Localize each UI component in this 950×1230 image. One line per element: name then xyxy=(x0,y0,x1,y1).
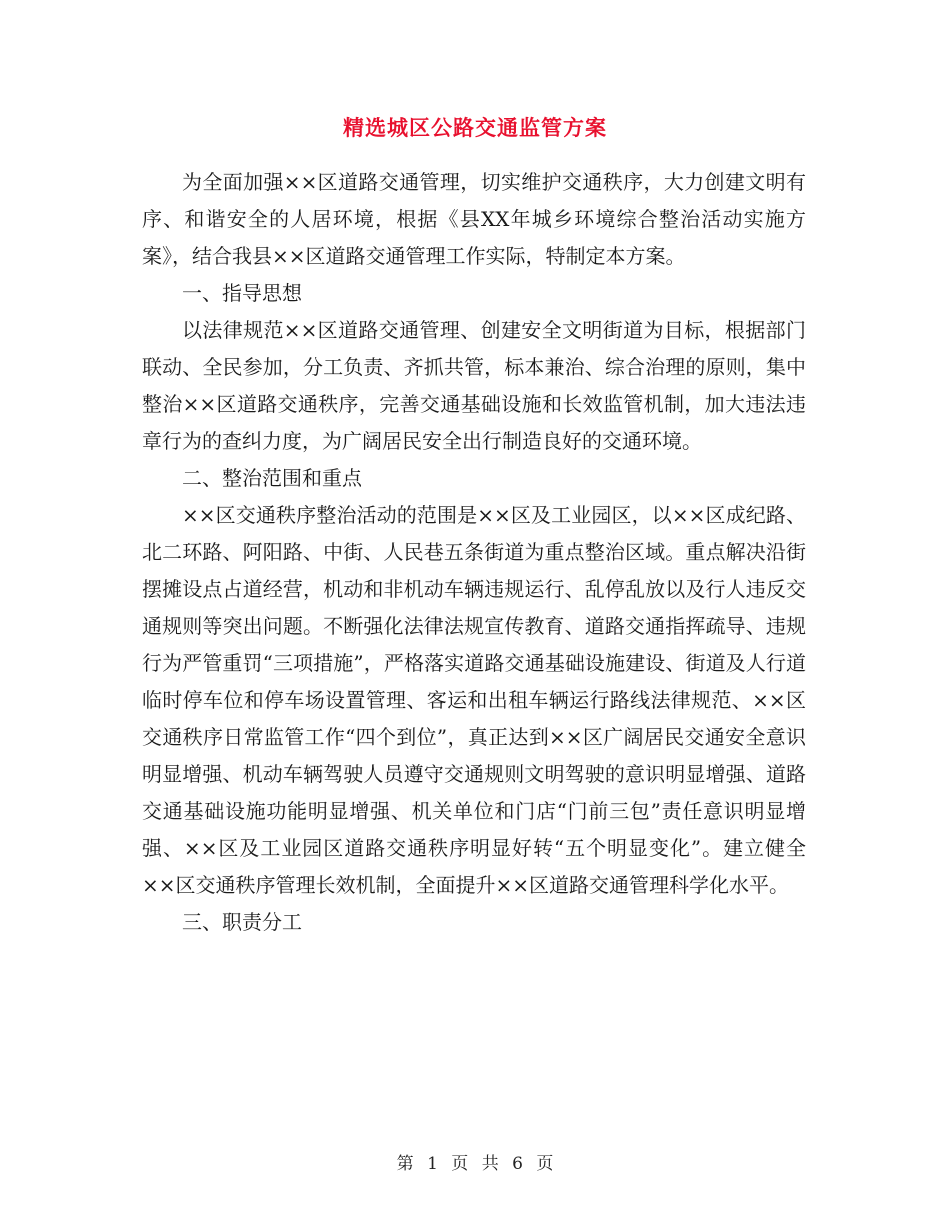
footer-label-unit: 页 xyxy=(451,1154,469,1174)
page-footer xyxy=(0,1152,950,1176)
footer-label-page: 第 xyxy=(396,1154,414,1174)
footer-current-page: 1 xyxy=(427,1154,438,1174)
paragraph-guiding-ideology: 以法律规范××区道路交通管理、创建安全文明街道为目标，根据部门联动、全民参加，分工负责、齐抓共管，标本兼治、综合治理的原则，集中整治××区道路交通秩序，完善交通基础设施和长效监管机制，加大违法违章行为的查纠力度，为广阔居民安全出行制造良好的交通环境。 xyxy=(142,318,806,453)
section-heading-responsibilities: 三、职责分工 xyxy=(182,910,302,934)
footer-label-total: 共 xyxy=(481,1154,499,1174)
paragraph-intro: 为全面加强××区道路交通管理，切实维护交通秩序，大力创建文明有序、和谐安全的人居环境，根据《县XX年城乡环境综合整治活动实施方案》，结合我县××区道路交通管理工作实际，特制定本方案。 xyxy=(142,170,806,268)
document-title: 精选城区公路交通监管方案 xyxy=(343,115,607,140)
document-body xyxy=(142,164,806,941)
footer-total-pages: 6 xyxy=(512,1154,523,1174)
section-heading-scope-and-focus: 二、整治范围和重点 xyxy=(182,466,362,490)
paragraph-scope-and-focus: ××区交通秩序整治活动的范围是××区及工业园区，以××区成纪路、北二环路、阿阳路、中街、人民巷五条街道为重点整治区域。重点解决沿街摆摊设点占道经营，机动和非机动车辆违规运行、乱停乱放以及行人违反交通规则等突出问题。不断强化法律法规宣传教育、道路交通指挥疏导、违规行为严管重罚“三项措施”，严格落实道路交通基础设施建设、街道及人行道临时停车位和停车场设置管理、客运和出租车辆运行路线法律规范、××区交通秩序日常监管工作“四个到位”，真正达到××区广阔居民交通安全意识明显增强、机动车辆驾驶人员遵守交通规则文明驾驶的意识明显增强、道路交通基础设施功能明显增强、机关单位和门店“门前三包”责任意识明显增强、××区及工业园区道路交通秩序明显好转“五个明显变化”。建立健全××区交通秩序管理长效机制，全面提升××区道路交通管理科学化水平。 xyxy=(142,503,806,897)
footer-label-unit-2: 页 xyxy=(536,1154,554,1174)
section-heading-guiding-ideology: 一、指导思想 xyxy=(182,281,302,305)
